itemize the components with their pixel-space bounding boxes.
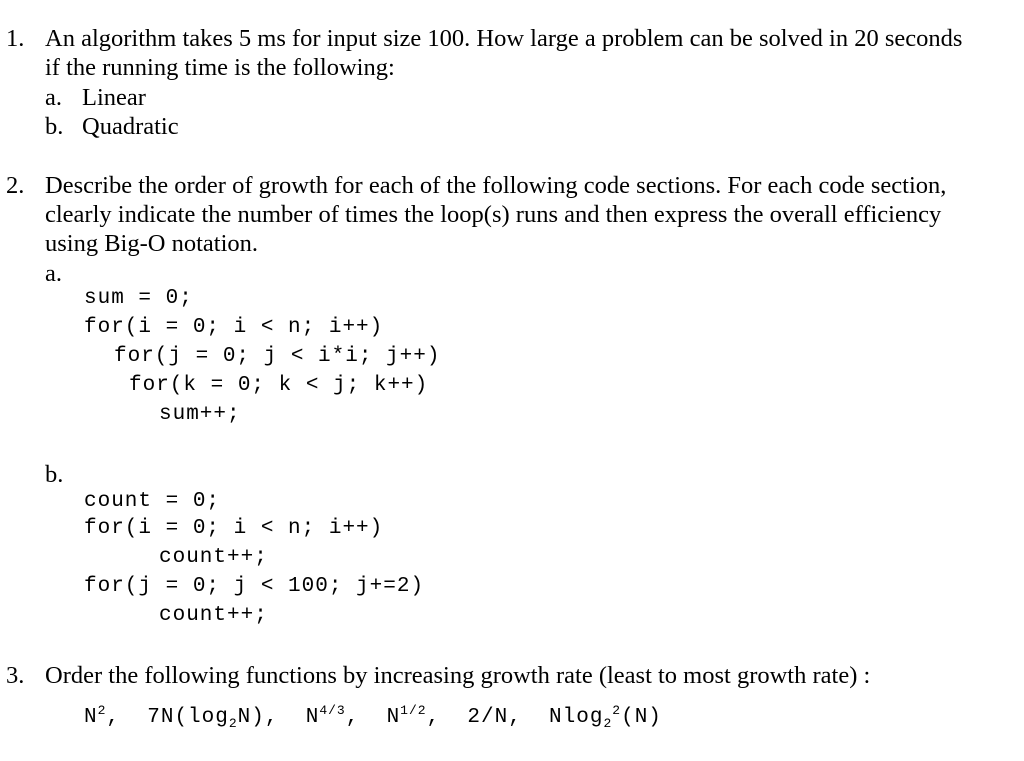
question-1-b-text: Quadratic — [82, 113, 179, 140]
question-2-text-line-3: using Big-O notation. — [45, 230, 259, 257]
code-line: for(i = 0; i < n; i++) — [84, 316, 384, 339]
question-1-text-line-1: An algorithm takes 5 ms for input size 100. How large a problem can be solved in 20 seconds — [45, 25, 963, 52]
question-2-a-label: a. — [45, 260, 62, 287]
question-2-b-label: b. — [45, 461, 64, 488]
question-3-text-line-1: Order the following functions by increasing growth rate (least to most growth rate) : — [45, 662, 871, 689]
question-1-a-text: Linear — [82, 84, 146, 111]
code-line: sum = 0; — [84, 287, 193, 310]
question-1-a-label: a. — [45, 84, 62, 111]
question-3-number: 3. — [6, 662, 25, 689]
code-line: for(j = 0; j < i*i; j++) — [114, 345, 441, 368]
code-line: count = 0; — [84, 490, 221, 513]
question-2-text-line-2: clearly indicate the number of times the loop(s) runs and then express the overall efficiency — [45, 201, 942, 228]
code-line: for(k = 0; k < j; k++) — [129, 374, 429, 397]
function-n-four-thirds: $N^{4/3}$ — [305, 703, 346, 729]
question-1-b-label: b. — [45, 113, 64, 140]
function-two-over-n: 2/N — [467, 706, 509, 729]
code-line: for(j = 0; j < 100; j+=2) — [84, 575, 425, 598]
function-7n-log-n: $7N(\log_2N)$ — [147, 706, 265, 732]
question-1-text-line-2: if the running time is the following: — [45, 54, 395, 81]
function-n-log-squared-n: Nlog$_2^2$(N) — [549, 703, 662, 732]
code-line: count++; — [159, 546, 268, 569]
question-2-number: 2. — [6, 172, 25, 199]
function-n-half: $N^{1/2}$ — [386, 703, 427, 729]
code-line: count++; — [159, 604, 268, 627]
question-1-number: 1. — [6, 25, 25, 52]
question-2-text-line-1: Describe the order of growth for each of the following code sections. For each code section, — [45, 172, 947, 199]
function-n-squared: $N^2$ — [84, 703, 107, 729]
code-line: sum++; — [159, 403, 241, 426]
code-line: for(i = 0; i < n; i++) — [84, 517, 384, 540]
function-list: $N^2$, $7N(\log_2N)$, $N^{4/3}$, $N^{1/2}$, 2/N, Nlog$_2^2$(N) — [84, 703, 662, 732]
